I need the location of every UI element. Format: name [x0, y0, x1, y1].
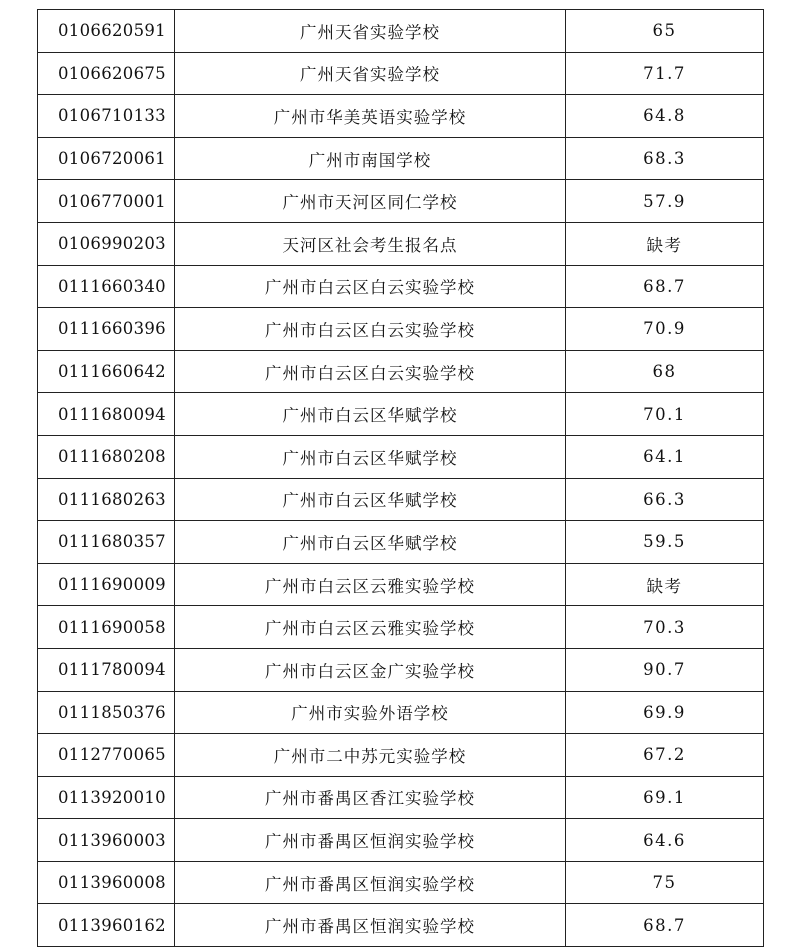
- school-name-cell: 广州市二中苏元实验学校: [175, 734, 566, 777]
- candidate-id-cell: 0106620591: [38, 10, 175, 53]
- school-name-cell: 广州市南国学校: [175, 137, 566, 180]
- school-name-cell: 广州市白云区华赋学校: [175, 435, 566, 478]
- school-name-cell: 广州市白云区白云实验学校: [175, 265, 566, 308]
- table-row: [38, 904, 764, 947]
- score-cell: 68.7: [566, 265, 764, 308]
- school-name-cell: 广州市天河区同仁学校: [175, 180, 566, 223]
- score-cell: 68.7: [566, 904, 764, 947]
- candidate-id-cell: 0113920010: [38, 776, 175, 819]
- school-name-cell: 广州市白云区白云实验学校: [175, 308, 566, 351]
- table-row: [38, 691, 764, 734]
- school-name-cell: 广州市白云区云雅实验学校: [175, 563, 566, 606]
- table-row: [38, 648, 764, 691]
- school-name-cell: 广州市白云区华赋学校: [175, 478, 566, 521]
- table-row: [38, 734, 764, 777]
- score-cell: 68.3: [566, 137, 764, 180]
- school-name-cell: 广州市白云区华赋学校: [175, 521, 566, 564]
- table-row: [38, 10, 764, 53]
- score-cell: 70.1: [566, 393, 764, 436]
- candidate-id-cell: 0111660340: [38, 265, 175, 308]
- table-row: [38, 222, 764, 265]
- table-row: [38, 776, 764, 819]
- table-row: [38, 521, 764, 564]
- school-name-cell: 广州天省实验学校: [175, 10, 566, 53]
- table-row: [38, 606, 764, 649]
- score-cell: 71.7: [566, 52, 764, 95]
- table-row: [38, 180, 764, 223]
- score-cell: 66.3: [566, 478, 764, 521]
- candidate-id-cell: 0106990203: [38, 222, 175, 265]
- candidate-id-cell: 0112770065: [38, 734, 175, 777]
- school-name-cell: 广州市白云区华赋学校: [175, 393, 566, 436]
- table-row: [38, 819, 764, 862]
- score-cell: 68: [566, 350, 764, 393]
- candidate-id-cell: 0111660396: [38, 308, 175, 351]
- score-cell: 67.2: [566, 734, 764, 777]
- score-cell: 65: [566, 10, 764, 53]
- score-cell: 缺考: [566, 563, 764, 606]
- score-cell: 90.7: [566, 648, 764, 691]
- table-row: [38, 563, 764, 606]
- score-cell: 70.3: [566, 606, 764, 649]
- candidate-id-cell: 0111690009: [38, 563, 175, 606]
- school-name-cell: 广州天省实验学校: [175, 52, 566, 95]
- school-name-cell: 广州市番禺区恒润实验学校: [175, 861, 566, 904]
- school-name-cell: 广州市番禺区恒润实验学校: [175, 819, 566, 862]
- school-name-cell: 广州市白云区金广实验学校: [175, 648, 566, 691]
- candidate-id-cell: 0111680094: [38, 393, 175, 436]
- table-row: [38, 137, 764, 180]
- table-row: [38, 308, 764, 351]
- table-row: [38, 350, 764, 393]
- table-row: [38, 435, 764, 478]
- candidate-id-cell: 0113960162: [38, 904, 175, 947]
- candidate-id-cell: 0111680263: [38, 478, 175, 521]
- table-row: [38, 52, 764, 95]
- school-name-cell: 广州市番禺区香江实验学校: [175, 776, 566, 819]
- table-row: [38, 265, 764, 308]
- score-cell: 64.6: [566, 819, 764, 862]
- table-row: [38, 95, 764, 138]
- score-cell: 70.9: [566, 308, 764, 351]
- score-cell: 69.1: [566, 776, 764, 819]
- school-name-cell: 广州市番禺区恒润实验学校: [175, 904, 566, 947]
- score-cell: 缺考: [566, 222, 764, 265]
- candidate-id-cell: 0111680357: [38, 521, 175, 564]
- school-name-cell: 广州市华美英语实验学校: [175, 95, 566, 138]
- school-name-cell: 广州市白云区白云实验学校: [175, 350, 566, 393]
- candidate-id-cell: 0106720061: [38, 137, 175, 180]
- candidate-id-cell: 0106620675: [38, 52, 175, 95]
- school-name-cell: 天河区社会考生报名点: [175, 222, 566, 265]
- score-cell: 59.5: [566, 521, 764, 564]
- candidate-id-cell: 0111690058: [38, 606, 175, 649]
- score-cell: 64.1: [566, 435, 764, 478]
- candidate-id-cell: 0106770001: [38, 180, 175, 223]
- candidate-id-cell: 0113960003: [38, 819, 175, 862]
- table-body: [38, 10, 764, 947]
- candidate-id-cell: 0111850376: [38, 691, 175, 734]
- score-cell: 64.8: [566, 95, 764, 138]
- candidate-id-cell: 0111680208: [38, 435, 175, 478]
- score-cell: 75: [566, 861, 764, 904]
- school-name-cell: 广州市白云区云雅实验学校: [175, 606, 566, 649]
- school-name-cell: 广州市实验外语学校: [175, 691, 566, 734]
- candidate-id-cell: 0113960008: [38, 861, 175, 904]
- candidate-id-cell: 0106710133: [38, 95, 175, 138]
- candidate-id-cell: 0111660642: [38, 350, 175, 393]
- score-table: [37, 9, 764, 947]
- candidate-id-cell: 0111780094: [38, 648, 175, 691]
- score-cell: 57.9: [566, 180, 764, 223]
- table-row: [38, 393, 764, 436]
- table-row: [38, 478, 764, 521]
- table-row: [38, 861, 764, 904]
- score-cell: 69.9: [566, 691, 764, 734]
